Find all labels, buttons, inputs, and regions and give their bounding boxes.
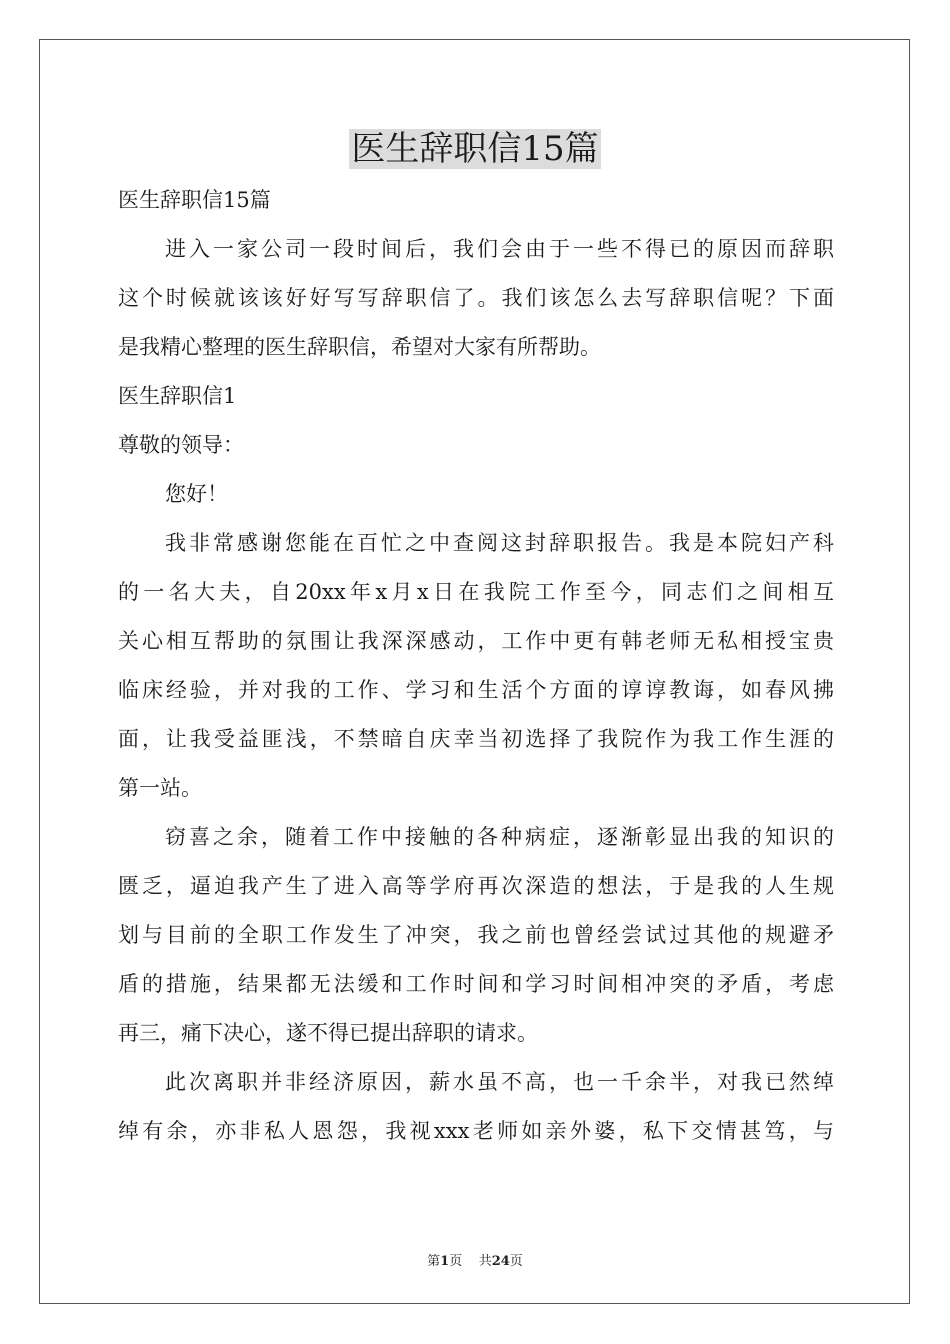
paragraph-line: 的一名大夫，自20xx年x月x日在我院工作至今，同志们之间相互 [118, 580, 834, 604]
paragraph-line: 再三，痛下决心，遂不得已提出辞职的请求。 [118, 1021, 538, 1045]
paragraph-line: 面，让我受益匪浅，不禁暗自庆幸当初选择了我院作为我工作生涯的 [118, 727, 834, 751]
page-label-prefix: 第 [427, 1254, 441, 1269]
intro-line: 是我精心整理的医生辞职信，希望对大家有所帮助。 [118, 335, 601, 359]
document-title [0, 126, 950, 172]
paragraph-line: 我非常感谢您能在百忙之中查阅这封辞职报告。我是本院妇产科 [165, 531, 834, 555]
paragraph-line: 窃喜之余，随着工作中接触的各种病症，逐渐彰显出我的知识的 [165, 825, 834, 849]
page-footer [0, 1250, 950, 1269]
page-number: 1 [440, 1254, 450, 1269]
paragraph-line: 此次离职并非经济原因，薪水虽不高，也一千余半，对我已然绰 [165, 1070, 834, 1094]
intro-line: 这个时候就该该好好写写辞职信了。我们该怎么去写辞职信呢？下面 [118, 286, 834, 310]
greeting: 您好！ [165, 482, 228, 506]
paragraph-line: 第一站。 [118, 776, 202, 800]
paragraph-line: 划与目前的全职工作发生了冲突，我之前也曾经尝试过其他的规避矛 [118, 923, 834, 947]
paragraph-line: 盾的措施，结果都无法缓和工作时间和学习时间相冲突的矛盾，考虑 [118, 972, 834, 996]
page-label-suffix: 页 [449, 1254, 463, 1269]
total-pages: 24 [491, 1254, 510, 1269]
paragraph-line: 匮乏，逼迫我产生了进入高等学府再次深造的想法，于是我的人生规 [118, 874, 834, 898]
subtitle: 医生辞职信15篇 [118, 188, 271, 212]
intro-line: 进入一家公司一段时间后，我们会由于一些不得已的原因而辞职 [165, 237, 834, 261]
salutation: 尊敬的领导： [118, 433, 244, 457]
total-label-suffix: 页 [509, 1254, 523, 1269]
section-heading: 医生辞职信1 [118, 384, 237, 408]
document-body [118, 176, 834, 1156]
paragraph-line: 关心相互帮助的氛围让我深深感动，工作中更有韩老师无私相授宝贵 [118, 629, 834, 653]
total-label-prefix: 共 [478, 1254, 492, 1269]
paragraph-line: 临床经验，并对我的工作、学习和生活个方面的谆谆教诲，如春风拂 [118, 678, 834, 702]
document-title-text: 医生辞职信15篇 [351, 129, 599, 169]
paragraph-line: 绰有余，亦非私人恩怨，我视xxx老师如亲外婆，私下交情甚笃，与 [118, 1119, 834, 1143]
